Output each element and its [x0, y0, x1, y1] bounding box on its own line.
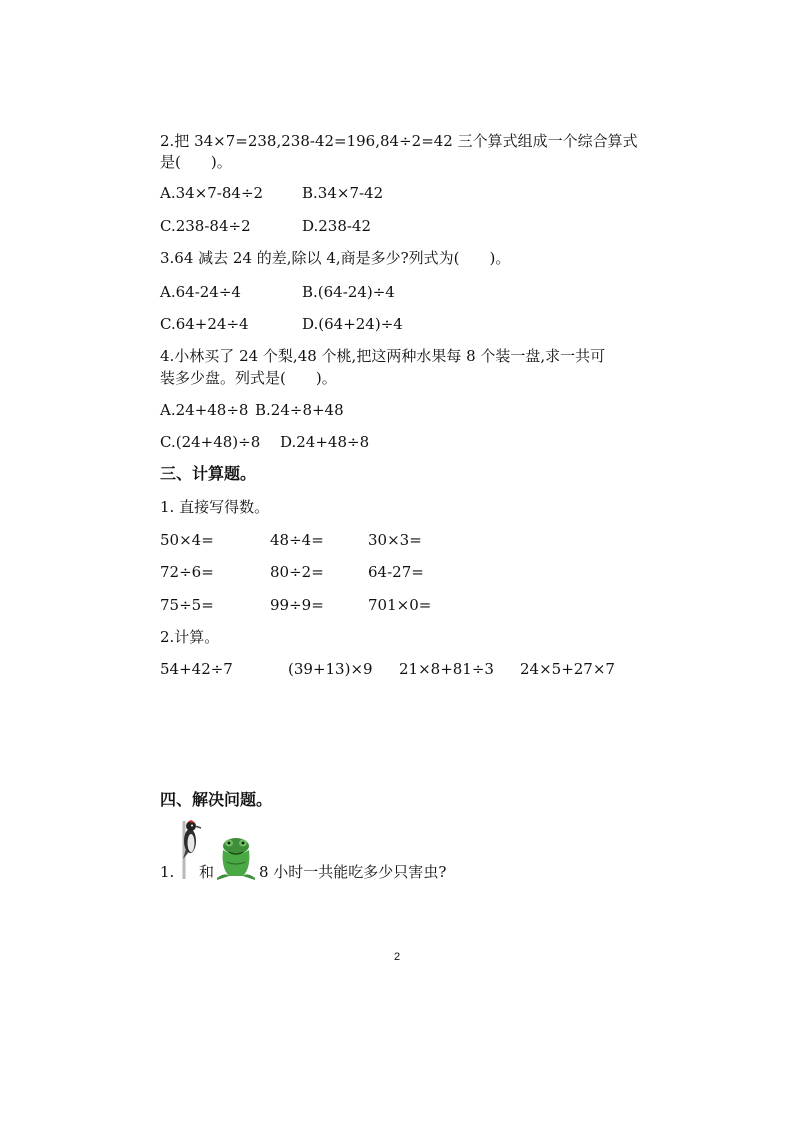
oral-calc-item: 75÷5=: [160, 596, 214, 614]
calc-expression: (39+13)×9: [288, 660, 373, 678]
q3-option-a: A.64-24÷4: [160, 283, 241, 301]
oral-calc-item: 30×3=: [368, 531, 422, 549]
q4-option-a: A.24+48÷8: [160, 401, 249, 419]
q4-stem-line1: 4.小林买了 24 个梨,48 个桃,把这两种水果每 8 个装一盘,求一共可: [160, 347, 606, 365]
q3-option-b: B.(64-24)÷4: [302, 283, 395, 301]
calc-expression: 24×5+27×7: [520, 660, 615, 678]
section-3-sub2: 2.计算。: [160, 628, 220, 646]
oral-calc-item: 72÷6=: [160, 563, 214, 581]
frog-icon: [213, 836, 259, 882]
q2-option-b: B.34×7-42: [302, 184, 384, 202]
q2-option-a: A.34×7-84÷2: [160, 184, 264, 202]
q2-stem-line1: 2.把 34×7=238,238-42=196,84÷2=42 三个算式组成一个综合算式: [160, 132, 638, 150]
q4-stem-line2: 装多少盘。列式是( )。: [160, 369, 337, 387]
oral-calc-item: 701×0=: [368, 596, 432, 614]
oral-calc-item: 64-27=: [368, 563, 424, 581]
q3-option-d: D.(64+24)÷4: [302, 315, 403, 333]
q4-option-b: B.24÷8+48: [255, 401, 344, 419]
section-3-title: 三、计算题。: [160, 464, 257, 483]
q2-option-c: C.238-84÷2: [160, 217, 251, 235]
calc-expression: 54+42÷7: [160, 660, 233, 678]
oral-calc-item: 48÷4=: [270, 531, 324, 549]
section-3-sub1: 1. 直接写得数。: [160, 498, 270, 516]
q3-stem: 3.64 减去 24 的差,除以 4,商是多少?列式为( )。: [160, 249, 511, 267]
section-4-title: 四、解决问题。: [160, 790, 273, 809]
oral-calc-item: 80÷2=: [270, 563, 324, 581]
oral-calc-item: 50×4=: [160, 531, 214, 549]
woodpecker-icon: [172, 817, 202, 879]
q3-option-c: C.64+24÷4: [160, 315, 249, 333]
q4-option-d: D.24+48÷8: [280, 433, 370, 451]
s4-q1-number: 1.: [160, 863, 175, 881]
q4-option-c: C.(24+48)÷8: [160, 433, 261, 451]
s4-q1-and: 和: [199, 863, 215, 881]
s4-q1-text: 8 小时一共能吃多少只害虫?: [259, 863, 447, 881]
page-number: 2: [393, 951, 401, 963]
q2-stem-line2: 是( )。: [160, 153, 232, 171]
q2-option-d: D.238-42: [302, 217, 372, 235]
oral-calc-item: 99÷9=: [270, 596, 324, 614]
calc-expression: 21×8+81÷3: [399, 660, 494, 678]
